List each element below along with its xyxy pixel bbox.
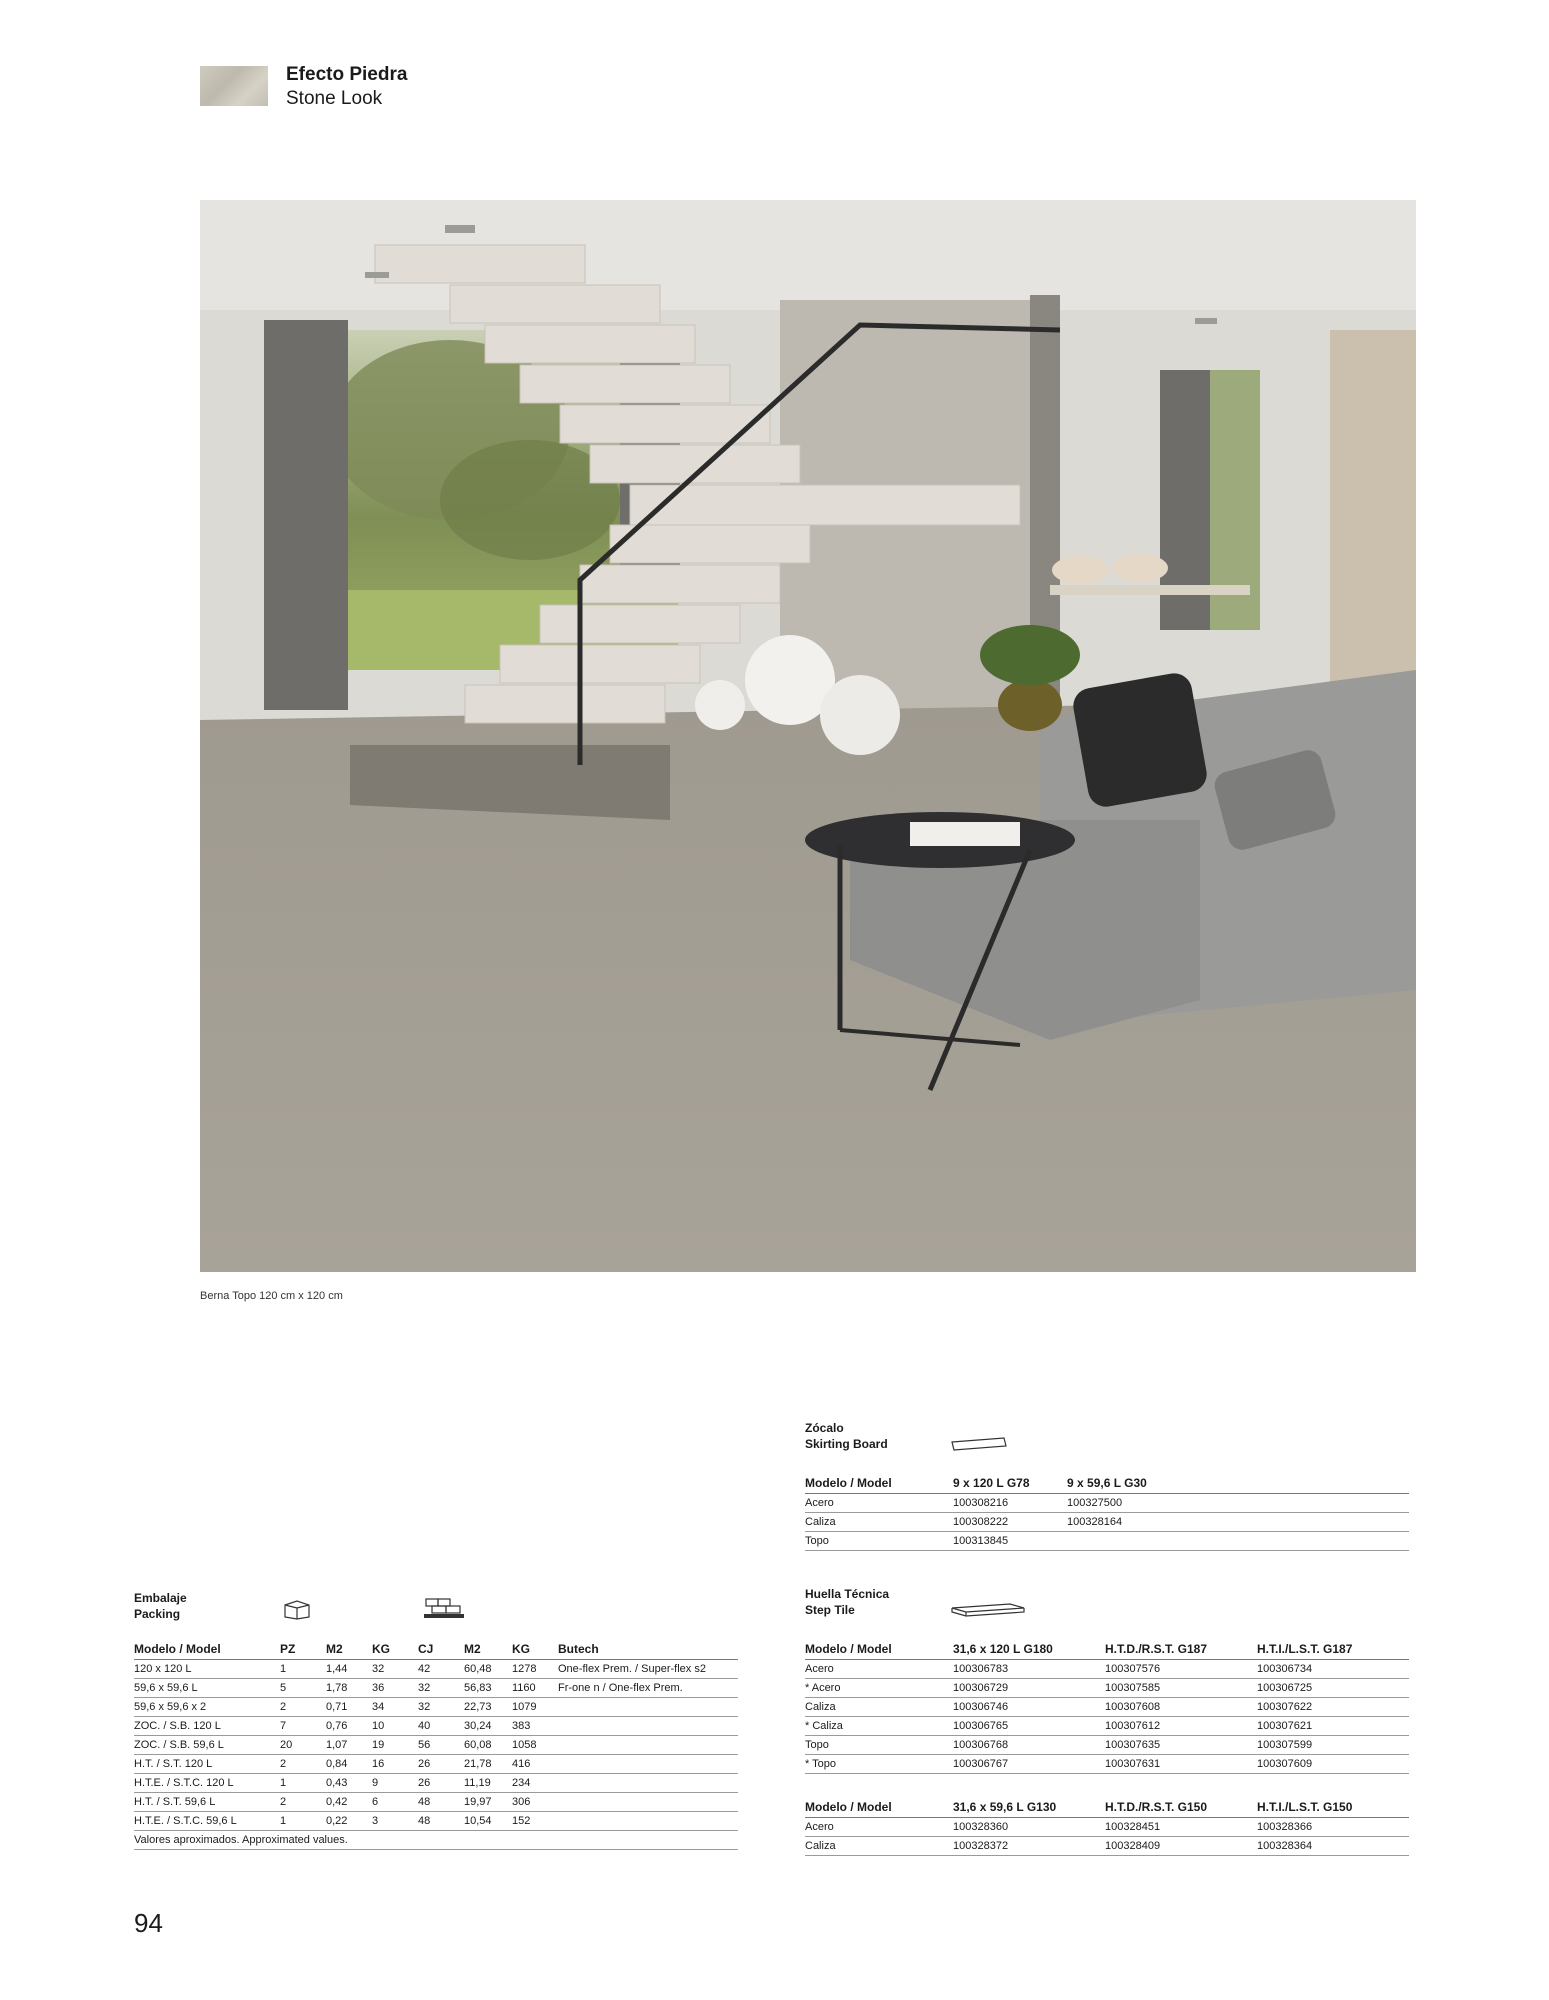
- table-cell: 100306768: [953, 1736, 1105, 1755]
- table-cell: 1160: [512, 1679, 558, 1698]
- table-cell: * Acero: [805, 1679, 953, 1698]
- skirting-title-es: Zócalo: [805, 1421, 844, 1435]
- table-cell: 59,6 x 59,6 L: [134, 1679, 280, 1698]
- step-title-es: Huella Técnica: [805, 1587, 890, 1601]
- table-cell: H.T. / S.T. 120 L: [134, 1755, 280, 1774]
- table-cell: 100306729: [953, 1679, 1105, 1698]
- table-header: KG: [372, 1636, 418, 1660]
- table-row: [134, 1679, 738, 1698]
- table-header: M2: [464, 1636, 512, 1660]
- table-cell: 60,48: [464, 1660, 512, 1679]
- table-cell: 100306783: [953, 1660, 1105, 1679]
- step-header-row-2: [805, 1774, 1409, 1818]
- table-cell: 2: [280, 1755, 326, 1774]
- table-cell: 100308216: [953, 1494, 1067, 1513]
- table-cell: 100328451: [1105, 1818, 1257, 1837]
- table-row: [134, 1717, 738, 1736]
- table-cell: 1,44: [326, 1660, 372, 1679]
- table-cell: 100307635: [1105, 1736, 1257, 1755]
- table-cell: 100328164: [1067, 1513, 1409, 1532]
- table-cell: One-flex Prem. / Super-flex s2: [558, 1660, 738, 1679]
- table-cell: 1058: [512, 1736, 558, 1755]
- table-cell: 100328366: [1257, 1818, 1409, 1837]
- step-tile-icon: [950, 1600, 1026, 1620]
- table-cell: 5: [280, 1679, 326, 1698]
- skirting-header-row: [805, 1470, 1409, 1494]
- table-cell: 100328360: [953, 1818, 1105, 1837]
- table-cell: 416: [512, 1755, 558, 1774]
- table-header: Modelo / Model: [805, 1470, 953, 1494]
- skirting-title: [805, 1420, 888, 1452]
- table-cell: 100307599: [1257, 1736, 1409, 1755]
- table-cell: 2: [280, 1698, 326, 1717]
- table-cell: 7: [280, 1717, 326, 1736]
- table-cell: 10: [372, 1717, 418, 1736]
- stone-swatch: [200, 66, 268, 106]
- table-cell: 0,22: [326, 1812, 372, 1831]
- table-cell: 100307609: [1257, 1755, 1409, 1774]
- table-cell: [558, 1774, 738, 1793]
- table-cell: 40: [418, 1717, 464, 1736]
- skirting-table: [805, 1470, 1409, 1551]
- table-cell: 32: [418, 1679, 464, 1698]
- table-cell: 2: [280, 1793, 326, 1812]
- table-cell: 48: [418, 1793, 464, 1812]
- section-title-en: Stone Look: [286, 88, 383, 109]
- table-cell: H.T. / S.T. 59,6 L: [134, 1793, 280, 1812]
- interior-photo: [200, 200, 1416, 1272]
- table-cell: 100307585: [1105, 1679, 1257, 1698]
- table-cell: Caliza: [805, 1698, 953, 1717]
- table-header: Modelo / Model: [134, 1636, 280, 1660]
- table-cell: * Topo: [805, 1755, 953, 1774]
- table-cell: 60,08: [464, 1736, 512, 1755]
- table-header: H.T.I./L.S.T. G187: [1257, 1636, 1409, 1660]
- table-row: [805, 1755, 1409, 1774]
- table-header: H.T.I./L.S.T. G150: [1257, 1774, 1409, 1818]
- table-row: [805, 1837, 1409, 1856]
- table-row: [805, 1818, 1409, 1837]
- step-header-row: [805, 1636, 1409, 1660]
- table-row: [134, 1755, 738, 1774]
- table-cell: 26: [418, 1774, 464, 1793]
- table-cell: Caliza: [805, 1513, 953, 1532]
- table-cell: 1,78: [326, 1679, 372, 1698]
- table-cell: [1067, 1532, 1409, 1551]
- table-header: Modelo / Model: [805, 1636, 953, 1660]
- box-icon: [282, 1598, 312, 1620]
- table-header: M2: [326, 1636, 372, 1660]
- packing-title-es: Embalaje: [134, 1591, 187, 1605]
- table-cell: [558, 1755, 738, 1774]
- table-cell: 0,43: [326, 1774, 372, 1793]
- step-title: [805, 1586, 889, 1618]
- table-cell: Acero: [805, 1818, 953, 1837]
- table-cell: 120 x 120 L: [134, 1660, 280, 1679]
- table-cell: Acero: [805, 1660, 953, 1679]
- table-cell: 56: [418, 1736, 464, 1755]
- table-cell: 100306767: [953, 1755, 1105, 1774]
- table-cell: 100327500: [1067, 1494, 1409, 1513]
- table-cell: 100307612: [1105, 1717, 1257, 1736]
- table-cell: 1: [280, 1812, 326, 1831]
- table-cell: ZOC. / S.B. 59,6 L: [134, 1736, 280, 1755]
- table-header: Modelo / Model: [805, 1774, 953, 1818]
- table-cell: 152: [512, 1812, 558, 1831]
- table-row: [805, 1494, 1409, 1513]
- table-cell: Fr-one n / One-flex Prem.: [558, 1679, 738, 1698]
- table-cell: 1079: [512, 1698, 558, 1717]
- table-cell: 10,54: [464, 1812, 512, 1831]
- table-cell: Acero: [805, 1494, 953, 1513]
- table-cell: 56,83: [464, 1679, 512, 1698]
- table-header: PZ: [280, 1636, 326, 1660]
- table-header: CJ: [418, 1636, 464, 1660]
- table-cell: 100313845: [953, 1532, 1067, 1551]
- table-cell: 100308222: [953, 1513, 1067, 1532]
- table-cell: 3: [372, 1812, 418, 1831]
- pallet-icon: [422, 1596, 466, 1620]
- table-cell: H.T.E. / S.T.C. 120 L: [134, 1774, 280, 1793]
- table-row: [134, 1660, 738, 1679]
- table-cell: 22,73: [464, 1698, 512, 1717]
- table-row: [805, 1698, 1409, 1717]
- table-cell: [558, 1793, 738, 1812]
- packing-header-row: [134, 1636, 738, 1660]
- table-header: H.T.D./R.S.T. G150: [1105, 1774, 1257, 1818]
- table-row: [805, 1679, 1409, 1698]
- table-cell: 100307622: [1257, 1698, 1409, 1717]
- table-cell: 0,84: [326, 1755, 372, 1774]
- table-header: 31,6 x 120 L G180: [953, 1636, 1105, 1660]
- skirting-board-icon: [950, 1436, 1010, 1452]
- table-cell: 21,78: [464, 1755, 512, 1774]
- packing-table: [134, 1636, 738, 1850]
- table-header: KG: [512, 1636, 558, 1660]
- table-cell: 100306725: [1257, 1679, 1409, 1698]
- table-cell: 48: [418, 1812, 464, 1831]
- table-header: Butech: [558, 1636, 738, 1660]
- skirting-title-en: Skirting Board: [805, 1437, 888, 1451]
- table-cell: 1,07: [326, 1736, 372, 1755]
- table-cell: 34: [372, 1698, 418, 1717]
- table-cell: 100306746: [953, 1698, 1105, 1717]
- table-cell: 100306765: [953, 1717, 1105, 1736]
- table-cell: 383: [512, 1717, 558, 1736]
- table-cell: 30,24: [464, 1717, 512, 1736]
- table-cell: 6: [372, 1793, 418, 1812]
- table-row: [805, 1513, 1409, 1532]
- table-cell: [558, 1717, 738, 1736]
- page-number: 94: [134, 1908, 163, 1938]
- table-cell: 234: [512, 1774, 558, 1793]
- table-cell: 0,42: [326, 1793, 372, 1812]
- table-row: [805, 1532, 1409, 1551]
- step-title-en: Step Tile: [805, 1603, 855, 1617]
- table-cell: 100307608: [1105, 1698, 1257, 1717]
- table-cell: 11,19: [464, 1774, 512, 1793]
- table-cell: 32: [372, 1660, 418, 1679]
- table-row: [805, 1660, 1409, 1679]
- table-cell: 26: [418, 1755, 464, 1774]
- table-cell: 0,76: [326, 1717, 372, 1736]
- table-cell: 100328409: [1105, 1837, 1257, 1856]
- table-cell: 306: [512, 1793, 558, 1812]
- table-cell: 0,71: [326, 1698, 372, 1717]
- table-cell: [558, 1736, 738, 1755]
- table-header: 31,6 x 59,6 L G130: [953, 1774, 1105, 1818]
- table-cell: Topo: [805, 1532, 953, 1551]
- table-row: [134, 1793, 738, 1812]
- table-row: [805, 1736, 1409, 1755]
- table-cell: * Caliza: [805, 1717, 953, 1736]
- table-cell: 32: [418, 1698, 464, 1717]
- table-cell: 42: [418, 1660, 464, 1679]
- table-cell: 16: [372, 1755, 418, 1774]
- table-cell: 100307576: [1105, 1660, 1257, 1679]
- table-row: [805, 1717, 1409, 1736]
- table-cell: [558, 1812, 738, 1831]
- table-cell: H.T.E. / S.T.C. 59,6 L: [134, 1812, 280, 1831]
- table-cell: 100306734: [1257, 1660, 1409, 1679]
- table-cell: 1: [280, 1774, 326, 1793]
- packing-note: Valores aproximados. Approximated values.: [134, 1831, 738, 1850]
- table-cell: [558, 1698, 738, 1717]
- table-row: [134, 1736, 738, 1755]
- table-row: [134, 1812, 738, 1831]
- table-cell: 1: [280, 1660, 326, 1679]
- table-cell: 20: [280, 1736, 326, 1755]
- table-cell: 19: [372, 1736, 418, 1755]
- table-cell: 36: [372, 1679, 418, 1698]
- packing-title: [134, 1590, 187, 1622]
- table-cell: 1278: [512, 1660, 558, 1679]
- table-cell: Topo: [805, 1736, 953, 1755]
- step-table: [805, 1636, 1409, 1856]
- table-cell: 100328372: [953, 1837, 1105, 1856]
- packing-title-en: Packing: [134, 1607, 181, 1621]
- section-title-es: Efecto Piedra: [286, 64, 408, 85]
- table-row: [134, 1774, 738, 1793]
- table-cell: 100328364: [1257, 1837, 1409, 1856]
- table-cell: Caliza: [805, 1837, 953, 1856]
- table-cell: ZOC. / S.B. 120 L: [134, 1717, 280, 1736]
- photo-caption: Berna Topo 120 cm x 120 cm: [200, 1290, 343, 1302]
- table-row: [134, 1698, 738, 1717]
- table-header: 9 x 59,6 L G30: [1067, 1470, 1409, 1494]
- table-cell: 19,97: [464, 1793, 512, 1812]
- table-cell: 100307631: [1105, 1755, 1257, 1774]
- table-header: 9 x 120 L G78: [953, 1470, 1067, 1494]
- table-cell: 9: [372, 1774, 418, 1793]
- table-cell: 100307621: [1257, 1717, 1409, 1736]
- table-cell: 59,6 x 59,6 x 2: [134, 1698, 280, 1717]
- table-header: H.T.D./R.S.T. G187: [1105, 1636, 1257, 1660]
- table-note-row: [134, 1831, 738, 1850]
